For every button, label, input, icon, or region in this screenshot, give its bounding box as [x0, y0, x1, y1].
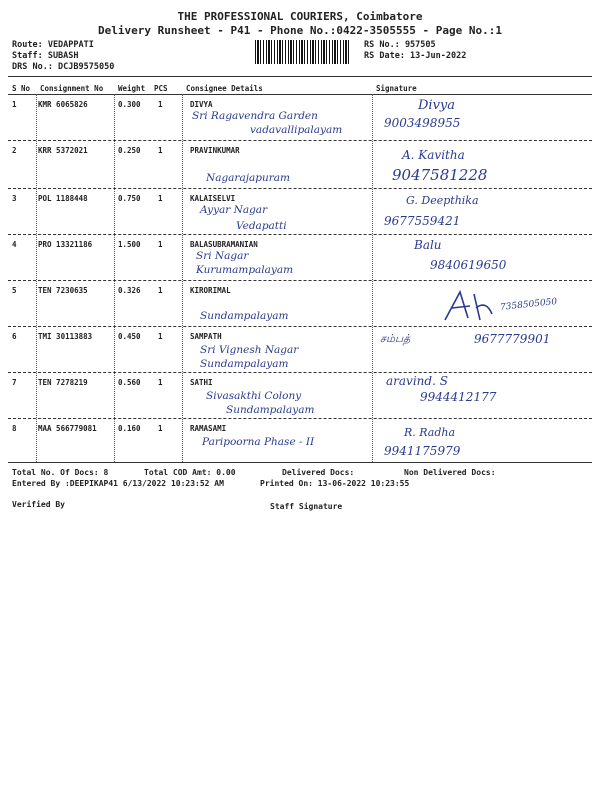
row-address-line1: Sri Ragavendra Garden [192, 110, 318, 122]
row-address-line2: vadavallipalayam [250, 124, 343, 136]
row-address-line1: Paripoorna Phase - II [202, 436, 315, 448]
row-consignment: TEN 7230635 [38, 286, 88, 295]
row-weight: 0.560 [118, 378, 141, 387]
col-divider [372, 94, 373, 462]
row-weight: 0.450 [118, 332, 141, 341]
row-phone: 7358505050 [499, 297, 558, 313]
drs-label: DRS No.: DCJB9575050 [12, 62, 115, 72]
total-cod: Total COD Amt: 0.00 [144, 468, 236, 477]
total-docs: Total No. Of Docs: 8 [12, 468, 109, 477]
row-pcs: 1 [158, 240, 163, 249]
row-divider [8, 372, 592, 373]
row-pcs: 1 [158, 146, 163, 155]
row-weight: 0.300 [118, 100, 141, 109]
row-phone: 9941175979 [384, 444, 461, 458]
row-address-line2: Nagarajapuram [206, 172, 290, 184]
row-consignment: KRR 5372021 [38, 146, 88, 155]
row-address-line2: Sundampalayam [226, 404, 315, 416]
row-consignee-name: BALASUBRAMANIAN [190, 240, 258, 249]
row-consignee-name: PRAVINKUMAR [190, 146, 240, 155]
delivered-docs: Delivered Docs: [282, 468, 355, 477]
row-signature: aravind. S [386, 374, 448, 388]
col-weight: Weight [118, 84, 146, 93]
row-pcs: 1 [158, 424, 163, 433]
row-address-line2: Sundampalayam [200, 358, 289, 370]
row-divider [8, 188, 592, 189]
non-delivered-docs: Non Delivered Docs: [404, 468, 496, 477]
row-consignee-name: SAMPATH [190, 332, 222, 341]
runsheet-title: Delivery Runsheet - P41 - Phone No.:0422-3505555 - Page No.:1 [98, 24, 502, 37]
row-sno: 4 [12, 240, 17, 249]
col-divider [182, 94, 183, 462]
signature-scribble-icon [440, 288, 500, 324]
row-divider [8, 234, 592, 235]
col-sno: S No [12, 84, 31, 93]
header-bottom-rule [8, 94, 592, 95]
row-phone: 9840619650 [430, 258, 507, 272]
row-weight: 0.160 [118, 424, 141, 433]
rs-number: RS No.: 957505 [364, 40, 436, 50]
row-signature: A. Kavitha [402, 148, 465, 162]
row-sno: 2 [12, 146, 17, 155]
row-signature: Balu [414, 238, 442, 252]
row-consignment: TMI 30113883 [38, 332, 93, 341]
row-divider [8, 326, 592, 327]
row-phone: 9944412177 [420, 390, 497, 404]
rs-date: RS Date: 13-Jun-2022 [364, 51, 467, 61]
col-signature: Signature [376, 84, 417, 93]
row-signature: சம்பத் [380, 332, 411, 345]
row-weight: 1.500 [118, 240, 141, 249]
row-phone: 9047581228 [392, 166, 488, 184]
row-address-line2: Kurumampalayam [196, 264, 294, 276]
row-consignee-name: SATHI [190, 378, 213, 387]
row-address-line1: Sri Nagar [196, 250, 249, 262]
company-title: THE PROFESSIONAL COURIERS, Coimbatore [177, 10, 423, 23]
row-weight: 0.326 [118, 286, 141, 295]
row-weight: 0.750 [118, 194, 141, 203]
staff-signature: Staff Signature [270, 502, 343, 511]
row-pcs: 1 [158, 286, 163, 295]
row-pcs: 1 [158, 378, 163, 387]
row-sno: 8 [12, 424, 17, 433]
row-address-line1: Sivasakthi Colony [206, 390, 302, 402]
staff-label: Staff: SUBASH [12, 51, 79, 61]
row-divider [8, 418, 592, 419]
header-top-rule [8, 76, 592, 77]
row-sno: 6 [12, 332, 17, 341]
row-phone: 9677559421 [384, 214, 461, 228]
row-sno: 1 [12, 100, 17, 109]
row-consignee-name: DIVYA [190, 100, 213, 109]
entered-by: Entered By :DEEPIKAP41 6/13/2022 10:23:52 AM [12, 479, 224, 488]
row-sno: 7 [12, 378, 17, 387]
row-sno: 3 [12, 194, 17, 203]
col-consignee: Consignee Details [186, 84, 263, 93]
row-consignment: MAA 566779081 [38, 424, 97, 433]
row-divider [8, 140, 592, 141]
row-sno: 5 [12, 286, 17, 295]
row-pcs: 1 [158, 332, 163, 341]
row-consignee-name: KALAISELVI [190, 194, 236, 203]
row-address-line2: Sundampalayam [200, 310, 289, 322]
row-address-line2: Vedapatti [236, 220, 287, 232]
printed-on: Printed On: 13-06-2022 10:23:55 [260, 479, 410, 488]
verified-by: Verified By [12, 500, 65, 509]
row-consignment: PRO 13321186 [38, 240, 93, 249]
row-address-line1: Sri Vignesh Nagar [200, 344, 299, 356]
col-consignment: Consignment No [40, 84, 104, 93]
row-signature: G. Deepthika [406, 194, 479, 207]
barcode-icon [255, 40, 351, 64]
row-phone: 9003498955 [384, 116, 461, 130]
row-address-line1: Ayyar Nagar [200, 204, 268, 216]
row-pcs: 1 [158, 194, 163, 203]
col-pcs: PCS [154, 84, 168, 93]
row-pcs: 1 [158, 100, 163, 109]
row-consignee-name: RAMASAMI [190, 424, 227, 433]
row-consignment: POL 1188448 [38, 194, 88, 203]
row-consignment: TEN 7278219 [38, 378, 88, 387]
col-divider [36, 94, 37, 462]
row-weight: 0.250 [118, 146, 141, 155]
route-label: Route: VEDAPPATI [12, 40, 94, 50]
row-divider [8, 280, 592, 281]
col-divider [114, 94, 115, 462]
row-signature: Divya [418, 98, 456, 113]
row-consignment: KMR 6065826 [38, 100, 88, 109]
row-phone: 9677779901 [474, 332, 551, 346]
table-bottom-rule [8, 462, 592, 463]
row-signature: R. Radha [404, 426, 456, 439]
row-consignee-name: KIRORIMAL [190, 286, 231, 295]
